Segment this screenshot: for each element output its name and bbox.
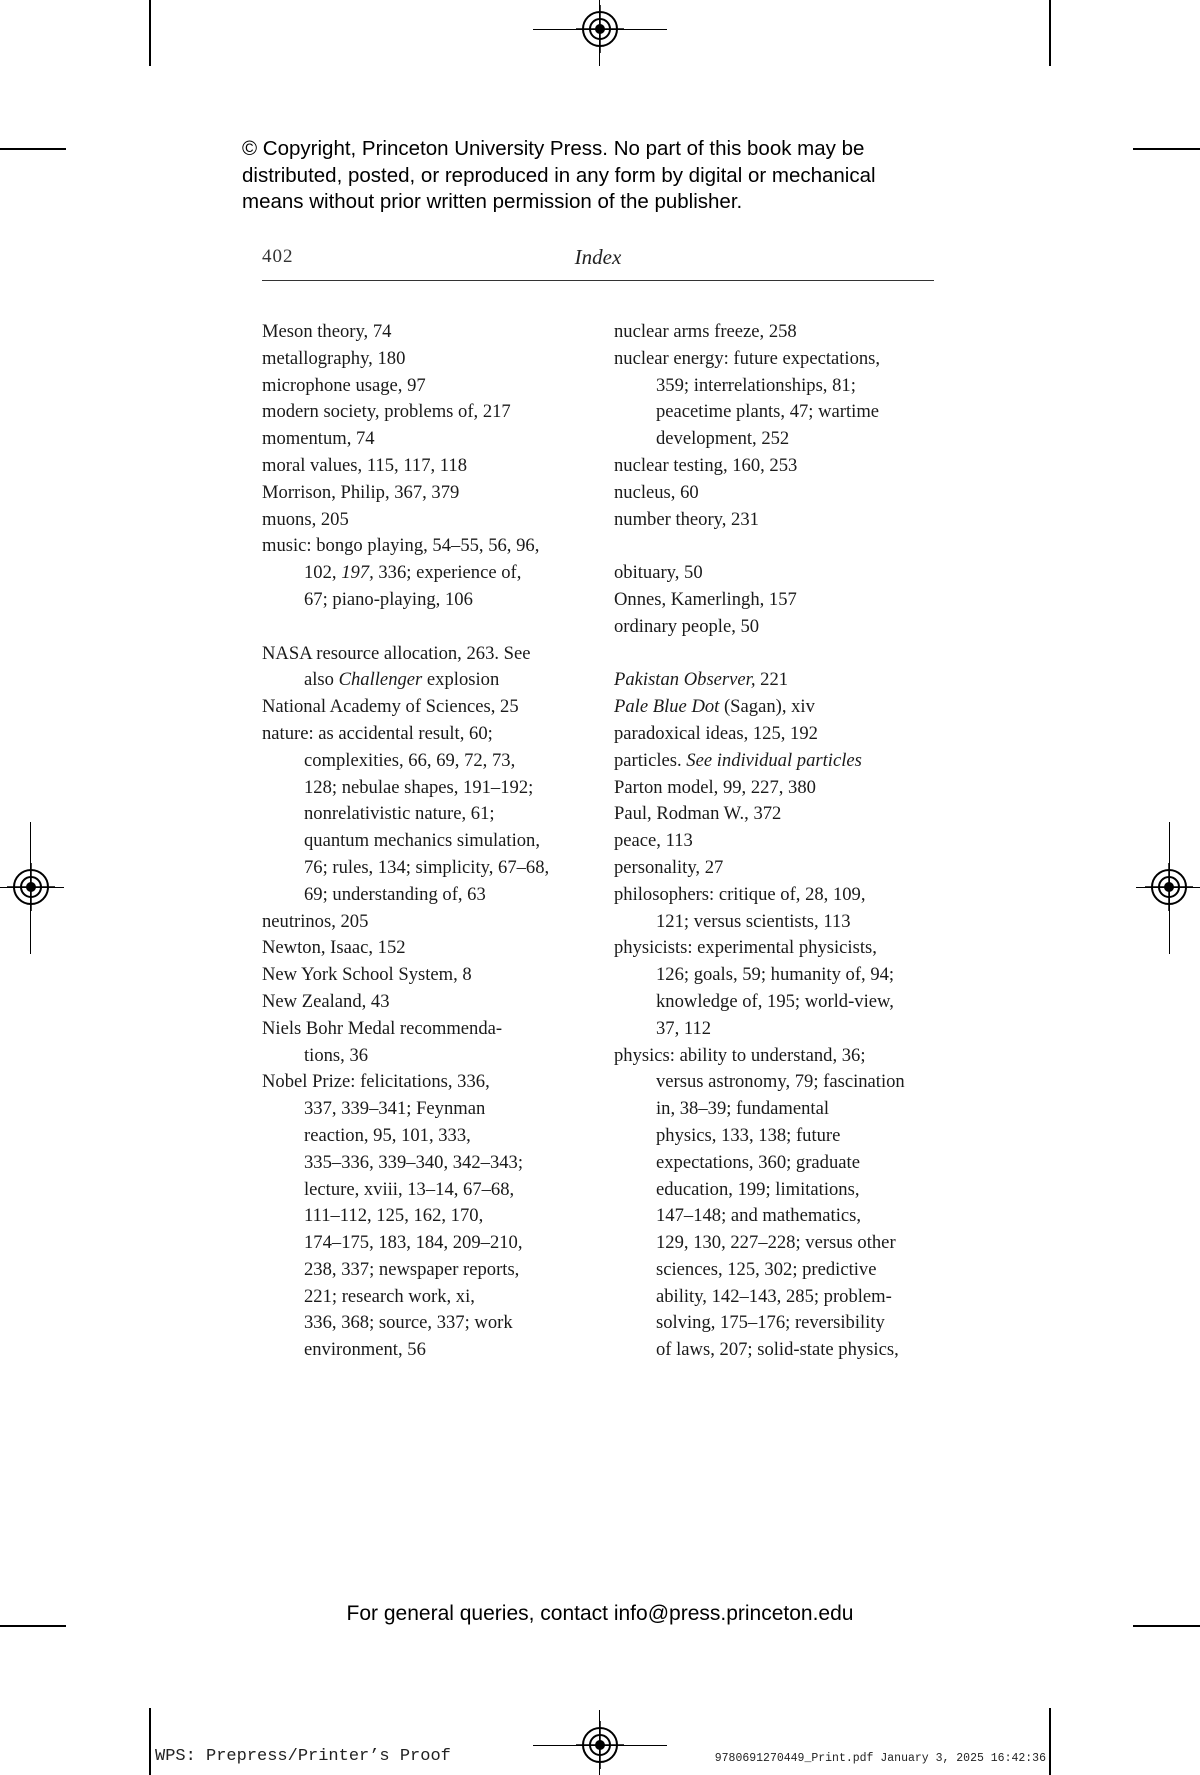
index-entry bbox=[262, 1069, 607, 1364]
index-entry-line: tions, 36 bbox=[304, 1044, 369, 1066]
index-entry-line: of laws, 207; solid-state physics, bbox=[656, 1339, 899, 1361]
index-entry-line: development, 252 bbox=[656, 428, 790, 450]
index-entry-line: Newton, Isaac, 152 bbox=[262, 937, 406, 959]
index-gap bbox=[262, 614, 607, 641]
page-header bbox=[262, 246, 934, 281]
index-entry-line: muons, 205 bbox=[262, 508, 349, 530]
crop-mark bbox=[1133, 148, 1200, 150]
index-entry-line: nonrelativistic nature, 61; bbox=[304, 803, 495, 825]
index-entry bbox=[614, 667, 944, 694]
index-entry bbox=[262, 346, 607, 373]
index-entry-line: modern society, problems of, 217 bbox=[262, 401, 511, 423]
index-entry-line: also Challenger explosion bbox=[304, 669, 500, 691]
index-entry bbox=[614, 882, 944, 936]
index-entry-line: New Zealand, 43 bbox=[262, 990, 390, 1012]
index-entry-line: National Academy of Sciences, 25 bbox=[262, 696, 519, 718]
registration-target-icon bbox=[1145, 863, 1193, 911]
index-entry-line: nuclear arms freeze, 258 bbox=[614, 321, 797, 342]
index-entry bbox=[614, 560, 944, 587]
index-entry-line: Parton model, 99, 227, 380 bbox=[614, 776, 816, 798]
index-entry bbox=[262, 533, 607, 613]
index-entry-line: New York School System, 8 bbox=[262, 964, 472, 986]
index-entry-line: reaction, 95, 101, 333, bbox=[304, 1124, 471, 1146]
italic-text: Pale Blue Dot bbox=[614, 696, 720, 718]
index-entry-line: music: bongo playing, 54–55, 56, 96, bbox=[262, 535, 540, 557]
index-entry-line: in, 38–39; fundamental bbox=[656, 1098, 829, 1120]
index-entry bbox=[614, 1043, 944, 1365]
index-entry-line: 111–112, 125, 162, 170, bbox=[304, 1205, 484, 1227]
index-entry-line: 174–175, 183, 184, 209–210, bbox=[304, 1232, 523, 1254]
index-entry-line: Nobel Prize: felicitations, 336, bbox=[262, 1071, 490, 1093]
index-entry-line: Pale Blue Dot (Sagan), xiv bbox=[614, 696, 815, 718]
copyright-notice bbox=[242, 136, 962, 216]
index-entry-line: 121; versus scientists, 113 bbox=[656, 910, 851, 932]
index-entry bbox=[262, 641, 607, 695]
index-entry bbox=[614, 614, 944, 641]
index-entry bbox=[614, 346, 944, 453]
index-entry bbox=[614, 694, 944, 721]
crop-mark bbox=[1049, 1708, 1051, 1775]
index-entry-line: solving, 175–176; reversibility bbox=[656, 1312, 885, 1334]
index-column-left bbox=[262, 319, 607, 1364]
index-entry-line: Meson theory, 74 bbox=[262, 321, 392, 342]
index-entry-line: 69; understanding of, 63 bbox=[304, 883, 486, 905]
index-entry bbox=[262, 935, 607, 962]
index-entry-line: 337, 339–341; Feynman bbox=[304, 1098, 486, 1120]
index-entry bbox=[614, 855, 944, 882]
index-entry bbox=[614, 748, 944, 775]
index-entry bbox=[262, 426, 607, 453]
index-entry-line: environment, 56 bbox=[304, 1339, 426, 1361]
index-entry-line: paradoxical ideas, 125, 192 bbox=[614, 722, 818, 744]
index-gap bbox=[614, 641, 944, 668]
index-entry bbox=[614, 801, 944, 828]
index-entry bbox=[262, 962, 607, 989]
index-entry-line: 67; piano-playing, 106 bbox=[304, 588, 473, 610]
index-entry-line: 128; nebulae shapes, 191–192; bbox=[304, 776, 534, 798]
index-entry bbox=[262, 319, 607, 346]
index-entry-line: 359; interrelationships, 81; bbox=[656, 374, 856, 396]
index-entry-line: 37, 112 bbox=[656, 1017, 712, 1039]
index-entry bbox=[614, 453, 944, 480]
registration-target-icon bbox=[576, 5, 624, 53]
index-entry-line: particles. See individual particles bbox=[614, 749, 862, 771]
index-entry-line: 221; research work, xi, bbox=[304, 1285, 475, 1307]
copyright-line: means without prior written permission of the publisher. bbox=[242, 190, 743, 213]
index-entry-line: nuclear testing, 160, 253 bbox=[614, 454, 798, 476]
registration-target-icon bbox=[576, 1721, 624, 1769]
index-entry bbox=[262, 694, 607, 721]
index-entry-line: 238, 337; newspaper reports, bbox=[304, 1258, 520, 1280]
index-entry-line: knowledge of, 195; world-view, bbox=[656, 990, 894, 1012]
index-entry-line: 129, 130, 227–228; versus other bbox=[656, 1232, 896, 1254]
index-gap bbox=[614, 533, 944, 560]
index-entry-line: sciences, 125, 302; predictive bbox=[656, 1258, 877, 1280]
crop-mark bbox=[0, 148, 66, 150]
index-entry-line: ability, 142–143, 285; problem- bbox=[656, 1285, 892, 1307]
crop-mark bbox=[149, 0, 151, 66]
index-entry bbox=[614, 480, 944, 507]
index-entry bbox=[262, 399, 607, 426]
index-entry bbox=[614, 319, 944, 346]
index-entry-line: neutrinos, 205 bbox=[262, 910, 369, 932]
index-entry-line: number theory, 231 bbox=[614, 508, 759, 530]
index-entry-line: Paul, Rodman W., 372 bbox=[614, 803, 782, 825]
index-entry-line: NASA resource allocation, 263. See bbox=[262, 642, 531, 664]
index-entry-line: versus astronomy, 79; fascination bbox=[656, 1071, 905, 1093]
crop-mark bbox=[149, 1708, 151, 1775]
index-column-right bbox=[614, 319, 944, 1364]
proof-slug: WPS: Prepress/Printer’s Proof bbox=[155, 1747, 451, 1766]
registration-target-icon bbox=[7, 863, 55, 911]
crop-mark bbox=[1049, 0, 1051, 66]
index-entry-line: Onnes, Kamerlingh, 157 bbox=[614, 588, 797, 610]
index-entry-line: 335–336, 339–340, 342–343; bbox=[304, 1151, 523, 1173]
index-entry-line: Morrison, Philip, 367, 379 bbox=[262, 481, 460, 503]
copyright-line: © Copyright, Princeton University Press. No part of this book may be bbox=[242, 137, 865, 160]
index-entry bbox=[614, 828, 944, 855]
italic-text: See individual particles bbox=[686, 749, 862, 771]
index-entry-line: complexities, 66, 69, 72, 73, bbox=[304, 749, 516, 771]
index-entry-line: education, 199; limitations, bbox=[656, 1178, 860, 1200]
index-entry-line: expectations, 360; graduate bbox=[656, 1151, 860, 1173]
italic-text: Pakistan Observer, bbox=[614, 669, 756, 691]
contact-footer: For general queries, contact info@press.princeton.edu bbox=[346, 1602, 854, 1625]
index-entry-line: 147–148; and mathematics, bbox=[656, 1205, 862, 1227]
index-entry-line: metallography, 180 bbox=[262, 347, 406, 369]
index-entry-line: nucleus, 60 bbox=[614, 481, 699, 503]
index-entry-line: nature: as accidental result, 60; bbox=[262, 722, 493, 744]
index-entry-line: physics, 133, 138; future bbox=[656, 1124, 841, 1146]
file-slug: 9780691270449_Print.pdf January 3, 2025 16:42:36 bbox=[714, 1752, 1046, 1765]
index-entry bbox=[614, 775, 944, 802]
index-entry-line: peacetime plants, 47; wartime bbox=[656, 401, 880, 423]
index-entry bbox=[262, 1016, 607, 1070]
index-entry bbox=[262, 453, 607, 480]
index-entry bbox=[614, 721, 944, 748]
page-number: 402 bbox=[262, 246, 294, 267]
index-entry-line: moral values, 115, 117, 118 bbox=[262, 454, 468, 476]
running-head: Index bbox=[574, 245, 622, 269]
index-entry-line: ordinary people, 50 bbox=[614, 615, 760, 637]
index-entry-line: 336, 368; source, 337; work bbox=[304, 1312, 513, 1334]
copyright-line: distributed, posted, or reproduced in any form by digital or mechanical bbox=[242, 163, 876, 187]
index-entry bbox=[262, 989, 607, 1016]
index-entry-line: Niels Bohr Medal recommenda- bbox=[262, 1017, 503, 1039]
index-entry bbox=[614, 507, 944, 534]
index-entry-line: obituary, 50 bbox=[614, 562, 703, 584]
index-entry bbox=[262, 373, 607, 400]
index-entry bbox=[262, 909, 607, 936]
index-entry bbox=[262, 721, 607, 909]
index-entry-line: 76; rules, 134; simplicity, 67–68, bbox=[304, 856, 550, 878]
index-entry bbox=[614, 587, 944, 614]
italic-text: 197, bbox=[341, 562, 374, 584]
index-entry-line: quantum mechanics simulation, bbox=[304, 830, 540, 852]
index-entry bbox=[262, 480, 607, 507]
index-entry-line: 102, 197, 336; experience of, bbox=[304, 562, 522, 584]
index-entry-line: 126; goals, 59; humanity of, 94; bbox=[656, 964, 895, 986]
index-entry bbox=[614, 935, 944, 1042]
index-entry-line: momentum, 74 bbox=[262, 428, 375, 450]
index-entry-line: philosophers: critique of, 28, 109, bbox=[614, 883, 866, 905]
index-entry-line: physics: ability to understand, 36; bbox=[614, 1044, 866, 1066]
index-entry-line: microphone usage, 97 bbox=[262, 374, 426, 396]
italic-text: Challenger bbox=[338, 669, 423, 691]
index-entry-line: nuclear energy: future expectations, bbox=[614, 347, 881, 369]
index-entry-line: Pakistan Observer, 221 bbox=[614, 669, 789, 691]
index-entry-line: personality, 27 bbox=[614, 856, 724, 878]
index-entry bbox=[262, 507, 607, 534]
index-entry-line: peace, 113 bbox=[614, 830, 693, 852]
index-entry-line: physicists: experimental physicists, bbox=[614, 937, 877, 959]
index-entry-line: lecture, xviii, 13–14, 67–68, bbox=[304, 1178, 515, 1200]
